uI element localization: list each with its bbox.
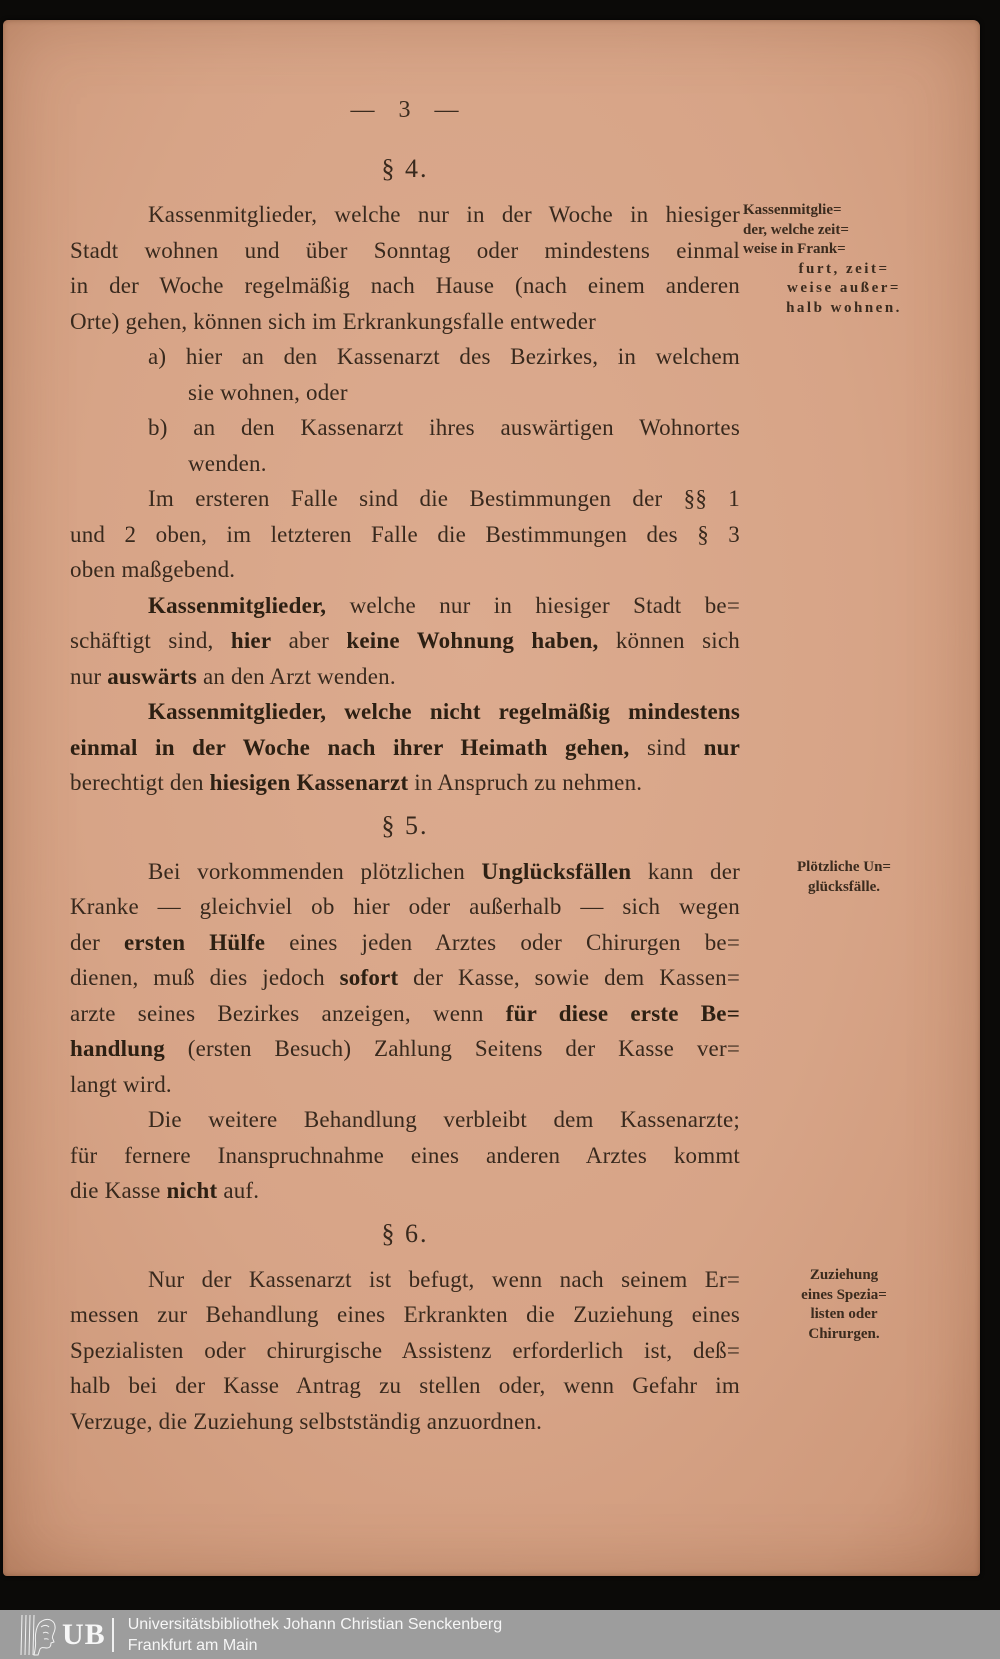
text-segment: an den Arzt wenden. (197, 663, 396, 689)
text-segment: sind (629, 734, 704, 760)
bold-text-segment: hier (230, 628, 272, 653)
bold-text-segment: einmal in der Woche nach ihrer Heimath gehen, (70, 734, 630, 760)
text-segment: eines jeden Arztes oder Chirurgen be= (265, 929, 740, 955)
text-segment: oben maßgebend. (70, 557, 236, 582)
text-segment: Verzuge, die Zuziehung selbstständig anzuordnen. (70, 1408, 543, 1434)
text-segment: Die weitere Behandlung verbleibt dem Kassenarzte; (148, 1107, 740, 1132)
text-segment: für fernere Inanspruchnahme eines anderen Arztes kommt (70, 1142, 740, 1168)
text-segment: in Anspruch zu nehmen. (408, 770, 643, 795)
text-segment: sie wohnen, oder (188, 379, 348, 405)
bold-text-segment: ersten Hülfe (124, 929, 266, 955)
library-banner-text (128, 1614, 502, 1656)
margin-note (743, 858, 945, 897)
margin-note-line: weise in Frank= (743, 241, 846, 257)
text-segment: Im ersteren Falle sind die Bestimmungen der §§ 1 (148, 486, 740, 511)
text-segment: halb bei der Kasse Antrag zu stellen oder, wenn Gefahr im (70, 1373, 740, 1398)
section-heading: § 5. (381, 810, 429, 840)
text-segment: aber (271, 628, 347, 653)
text-segment: auf. (217, 1178, 260, 1203)
margin-note-line: weise außer= (787, 280, 901, 296)
bold-text-segment: hiesigen Kassenarzt (209, 770, 409, 795)
bold-text-segment: Kassenmitglieder, welche nicht regelmäßig mindestens (148, 699, 740, 724)
text-segment: Kassenmitglieder, welche nur in der Woche in hiesiger (148, 202, 740, 227)
text-segment: der (70, 929, 124, 955)
margin-note-line: halb wohnen. (786, 299, 902, 316)
logo-divider (112, 1618, 114, 1652)
text-segment: die Kasse (70, 1178, 167, 1203)
text-segment: kann der (631, 858, 740, 884)
margin-note (743, 1266, 945, 1344)
margin-note-line: Chirurgen. (808, 1325, 880, 1342)
text-segment: (ersten Besuch) Zahlung Seitens der Kasse ver= (164, 1036, 740, 1061)
section-heading: § 6. (381, 1218, 429, 1248)
library-city: Frankfurt am Main (127, 1636, 258, 1654)
text-segment: der Kasse, sowie dem Kassen= (398, 965, 740, 990)
page-number: — 3 — (350, 97, 460, 123)
bold-text-segment: keine Wohnung haben, (346, 628, 599, 653)
text-segment: berechtigt den (70, 770, 210, 795)
text-segment: Stadt wohnen und über Sonntag oder mindestens einmal (70, 237, 740, 263)
bold-text-segment: Kassenmitglieder, (148, 592, 327, 618)
margin-note-line: glücksfälle. (807, 878, 881, 895)
margin-note-line: listen oder (810, 1306, 878, 1322)
library-banner (0, 1610, 1000, 1659)
text-segment: nur (70, 663, 108, 689)
text-segment: langt wird. (70, 1071, 172, 1097)
margin-note (743, 201, 945, 318)
margin-note-line: Zuziehung (809, 1267, 879, 1283)
text-segment: schäftigt sind, (70, 628, 231, 653)
text-segment: und 2 oben, im letzteren Falle die Bestimmungen des § 3 (70, 521, 740, 547)
text-segment: messen zur Behandlung eines Erkrankten die Zuziehung eines (70, 1302, 740, 1327)
text-segment: dienen, muß dies jedoch (70, 965, 340, 990)
document-page (3, 20, 980, 1576)
text-segment: Spezialisten oder chirurgische Assistenz erforderlich ist, deß= (70, 1337, 740, 1363)
bold-text-segment: nicht (166, 1178, 218, 1203)
margin-note-line: Plötzliche Un= (797, 859, 891, 875)
margin-note-line: furt, zeit= (798, 260, 890, 277)
text-segment: welche nur in hiesiger Stadt be= (326, 592, 740, 618)
bold-text-segment: handlung (70, 1036, 165, 1061)
library-name: Universitätsbibliothek Johann Christian Senckenberg (127, 1615, 503, 1633)
bold-text-segment: auswärts (107, 663, 197, 689)
text-segment: a) hier an den Kassenarzt des Bezirkes, in welchem (148, 344, 740, 369)
ub-logo-acronym: UB (62, 1617, 106, 1651)
text-segment: Kranke — gleichviel ob hier oder außerhalb — sich wegen (70, 894, 740, 919)
text-segment: b) an den Kassenarzt ihres auswärtigen Wohnortes (148, 415, 740, 440)
text-segment: können sich (598, 628, 740, 653)
text-segment: Orte) gehen, können sich im Erkrankungsfalle entweder (70, 308, 596, 334)
bold-text-segment: sofort (339, 965, 399, 990)
margin-notes-layer (3, 20, 980, 1576)
text-segment: arzte seines Bezirkes anzeigen, wenn (70, 1000, 506, 1026)
goethe-sketch-icon (20, 1613, 60, 1657)
text-segment: Bei vorkommenden plötzlichen (148, 858, 482, 884)
text-segment: in der Woche regelmäßig nach Hause (nach einem anderen (70, 273, 740, 298)
text-segment: Nur der Kassenarzt ist befugt, wenn nach seinem Er= (148, 1266, 740, 1292)
margin-note-line: der, welche zeit= (743, 221, 849, 238)
bold-text-segment: Unglücksfällen (481, 858, 632, 884)
text-segment: wenden. (188, 450, 267, 476)
bold-text-segment: nur (703, 734, 740, 760)
margin-note-line: Kassenmitglie= (743, 202, 842, 218)
section-heading: § 4. (381, 154, 429, 183)
margin-note-line: eines Spezia= (801, 1286, 887, 1303)
bold-text-segment: für diese erste Be= (505, 1000, 741, 1026)
ub-logo (20, 1613, 114, 1657)
